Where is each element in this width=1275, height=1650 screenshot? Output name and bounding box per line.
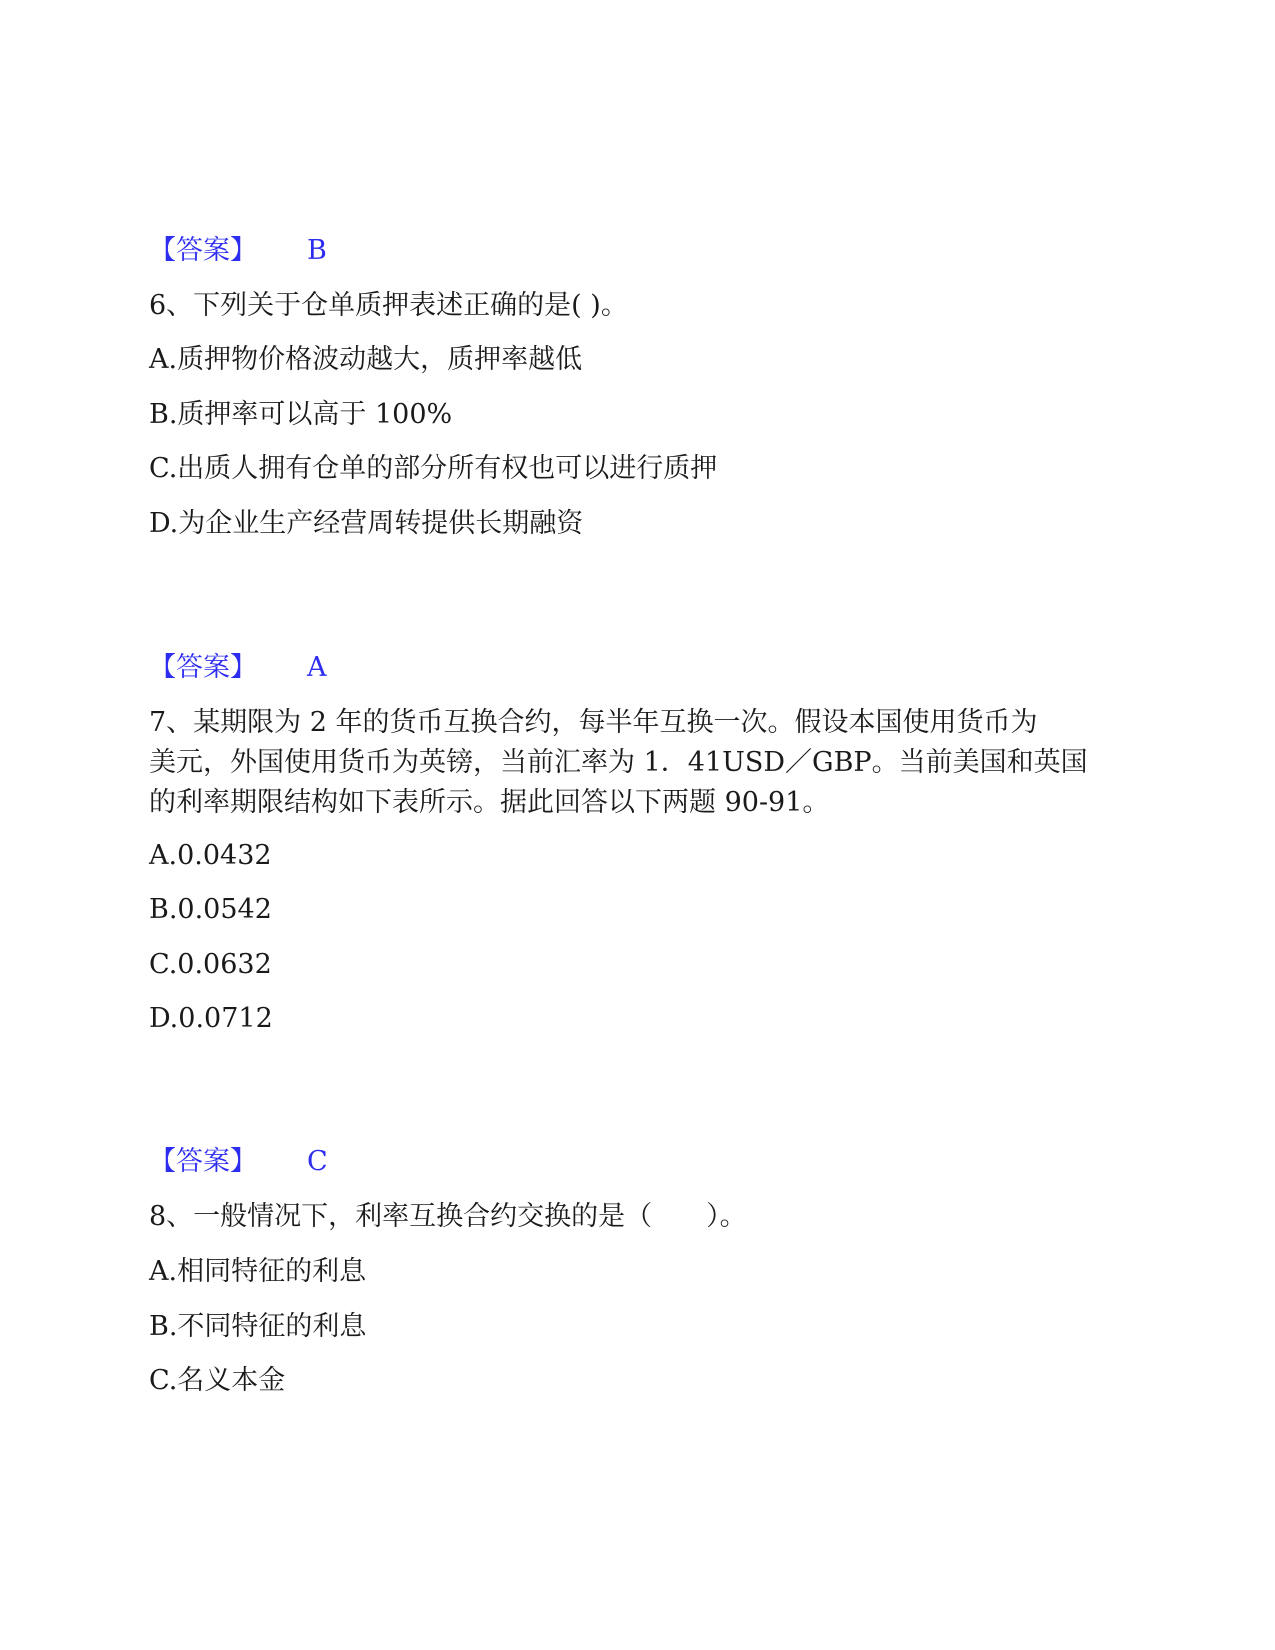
- answer-row: [149, 230, 327, 272]
- answer-label: 【答案】: [149, 235, 257, 266]
- question-6-stem: 6、下列关于仓单质押表述正确的是( )。: [149, 290, 628, 321]
- answer-label: 【答案】: [149, 1146, 257, 1177]
- answer-value: C: [307, 1146, 328, 1177]
- question-8-option-c: C.名义本金: [149, 1365, 286, 1396]
- question-7-option-a: A.0.0432: [149, 840, 272, 871]
- answer-value: A: [307, 652, 327, 683]
- answer-label: 【答案】: [149, 652, 257, 683]
- answer-value: B: [307, 235, 327, 266]
- question-8-option-b: B.不同特征的利息: [149, 1311, 367, 1342]
- question-7-stem-line-2: 美元，外国使用货币为英镑，当前汇率为 1．41USD／GBP。当前美国和英国: [149, 747, 1088, 778]
- question-6-option-c: C.出质人拥有仓单的部分所有权也可以进行质押: [149, 453, 718, 484]
- question-7-option-b: B.0.0542: [149, 894, 272, 925]
- question-6-option-a: A.质押物价格波动越大，质押率越低: [149, 344, 583, 375]
- answer-row: [149, 647, 327, 689]
- question-7-option-c: C.0.0632: [149, 949, 272, 980]
- question-8-stem: 8、一般情况下，利率互换合约交换的是（ ）。: [149, 1201, 747, 1232]
- question-7-option-d: D.0.0712: [149, 1003, 273, 1034]
- question-7-stem-line-1: 7、某期限为 2 年的货币互换合约，每半年互换一次。假设本国使用货币为: [149, 707, 1038, 738]
- question-6-option-d: D.为企业生产经营周转提供长期融资: [149, 508, 584, 539]
- answer-row: [149, 1141, 328, 1183]
- question-8-option-a: A.相同特征的利息: [149, 1256, 367, 1287]
- question-7-stem-line-3: 的利率期限结构如下表所示。据此回答以下两题 90-91。: [149, 787, 830, 818]
- question-6-option-b: B.质押率可以高于 100%: [149, 399, 453, 430]
